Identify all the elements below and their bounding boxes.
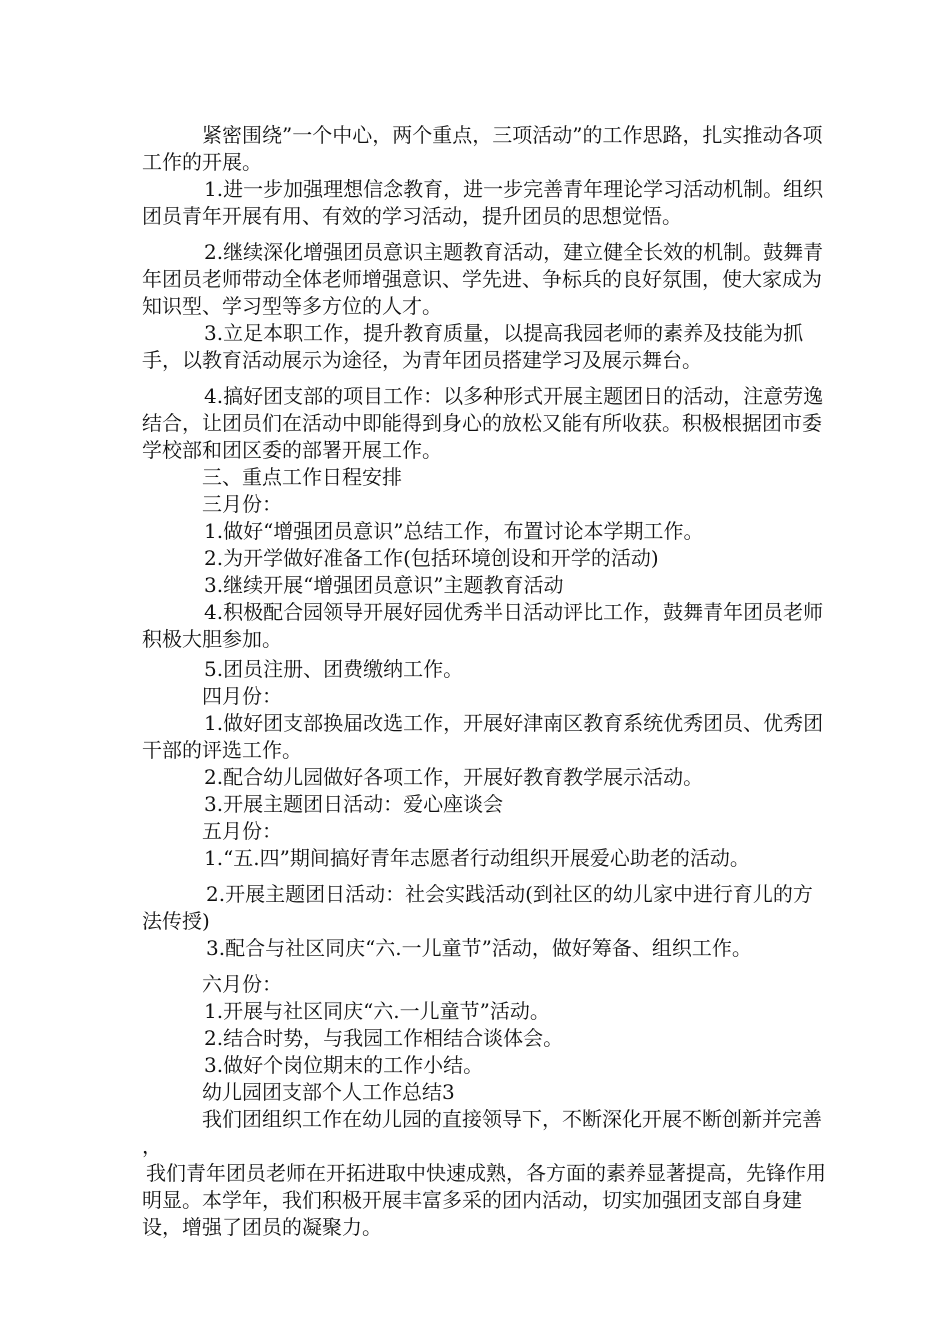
april-item-1: 1.做好团支部换届改选工作，开展好津南区教育系统优秀团员、优秀团干部的评选工作。 — [142, 711, 824, 762]
april-item-3: 3.开展主题团日活动：爱心座谈会 — [204, 792, 504, 816]
document-body — [142, 122, 832, 1241]
month-heading-april: 四月份： — [202, 684, 282, 708]
may-item-3: 3.配合与社区同庆“六.一儿童节”活动，做好筹备、组织工作。 — [206, 936, 752, 960]
intro-paragraph: 紧密围绕”一个中心，两个重点，三项活动”的工作思路，扎实推动各项工作的开展。 — [142, 123, 823, 174]
april-item-2: 2.配合幼儿园做好各项工作，开展好教育教学展示活动。 — [204, 765, 704, 789]
summary-paragraph-1: 我们团组织工作在幼儿园的直接领导下，不断深化开展不断创新并完善 ， — [142, 1107, 822, 1158]
june-item-2: 2.结合时势，与我园工作相结合谈体会。 — [204, 1026, 564, 1050]
goal-item-4: 4.搞好团支部的项目工作：以多种形式开展主题团日的活动，注意劳逸结合，让团员们在活动中即能得到身心的放松又能有所收获。积极根据团市委学校部和团区委的部署开展工作。 — [142, 384, 824, 462]
march-item-5: 5.团员注册、团费缴纳工作。 — [204, 657, 464, 681]
summary-title: 幼儿园团支部个人工作总结3 — [202, 1080, 455, 1104]
may-item-2: 2.开展主题团日活动：社会实践活动(到社区的幼儿家中进行育儿的方法传授) — [142, 882, 813, 933]
summary-paragraph-2: 我们青年团员老师在开拓进取中快速成熟，各方面的素养显著提高，先锋作用明显。本学年，我们积极开展丰富多采的团内活动，切实加强团支部自身建设，增强了团员的凝聚力。 — [142, 1161, 826, 1239]
section-heading: 三、重点工作日程安排 — [202, 465, 402, 489]
goal-item-1: 1.进一步加强理想信念教育，进一步完善青年理论学习活动机制。组织团员青年开展有用、有效的学习活动，提升团员的思想觉悟。 — [142, 177, 824, 228]
month-heading-march: 三月份： — [202, 492, 282, 516]
may-item-1: 1.“五.四”期间搞好青年志愿者行动组织开展爱心助老的活动。 — [204, 846, 750, 870]
month-heading-june: 六月份： — [202, 972, 282, 996]
june-item-1: 1.开展与社区同庆“六.一儿童节”活动。 — [204, 999, 550, 1023]
goal-item-2: 2.继续深化增强团员意识主题教育活动，建立健全长效的机制。鼓舞青年团员老师带动全体老师增强意识、学先进、争标兵的良好氛围，使大家成为知识型、学习型等多方位的人才。 — [142, 240, 824, 318]
march-item-2: 2.为开学做好准备工作(包括环境创设和开学的活动) — [204, 546, 659, 570]
march-item-4: 4.积极配合园领导开展好园优秀半日活动评比工作，鼓舞青年团员老师积极大胆参加。 — [142, 600, 824, 651]
march-item-1: 1.做好“增强团员意识”总结工作，布置讨论本学期工作。 — [204, 519, 704, 543]
june-item-3: 3.做好个岗位期末的工作小结。 — [204, 1053, 484, 1077]
month-heading-may: 五月份： — [202, 819, 282, 843]
goal-item-3: 3.立足本职工作，提升教育质量，以提高我园老师的素养及技能为抓手，以教育活动展示为途径，为青年团员搭建学习及展示舞台。 — [142, 321, 804, 372]
march-item-3: 3.继续开展“增强团员意识”主题教育活动 — [204, 573, 564, 597]
